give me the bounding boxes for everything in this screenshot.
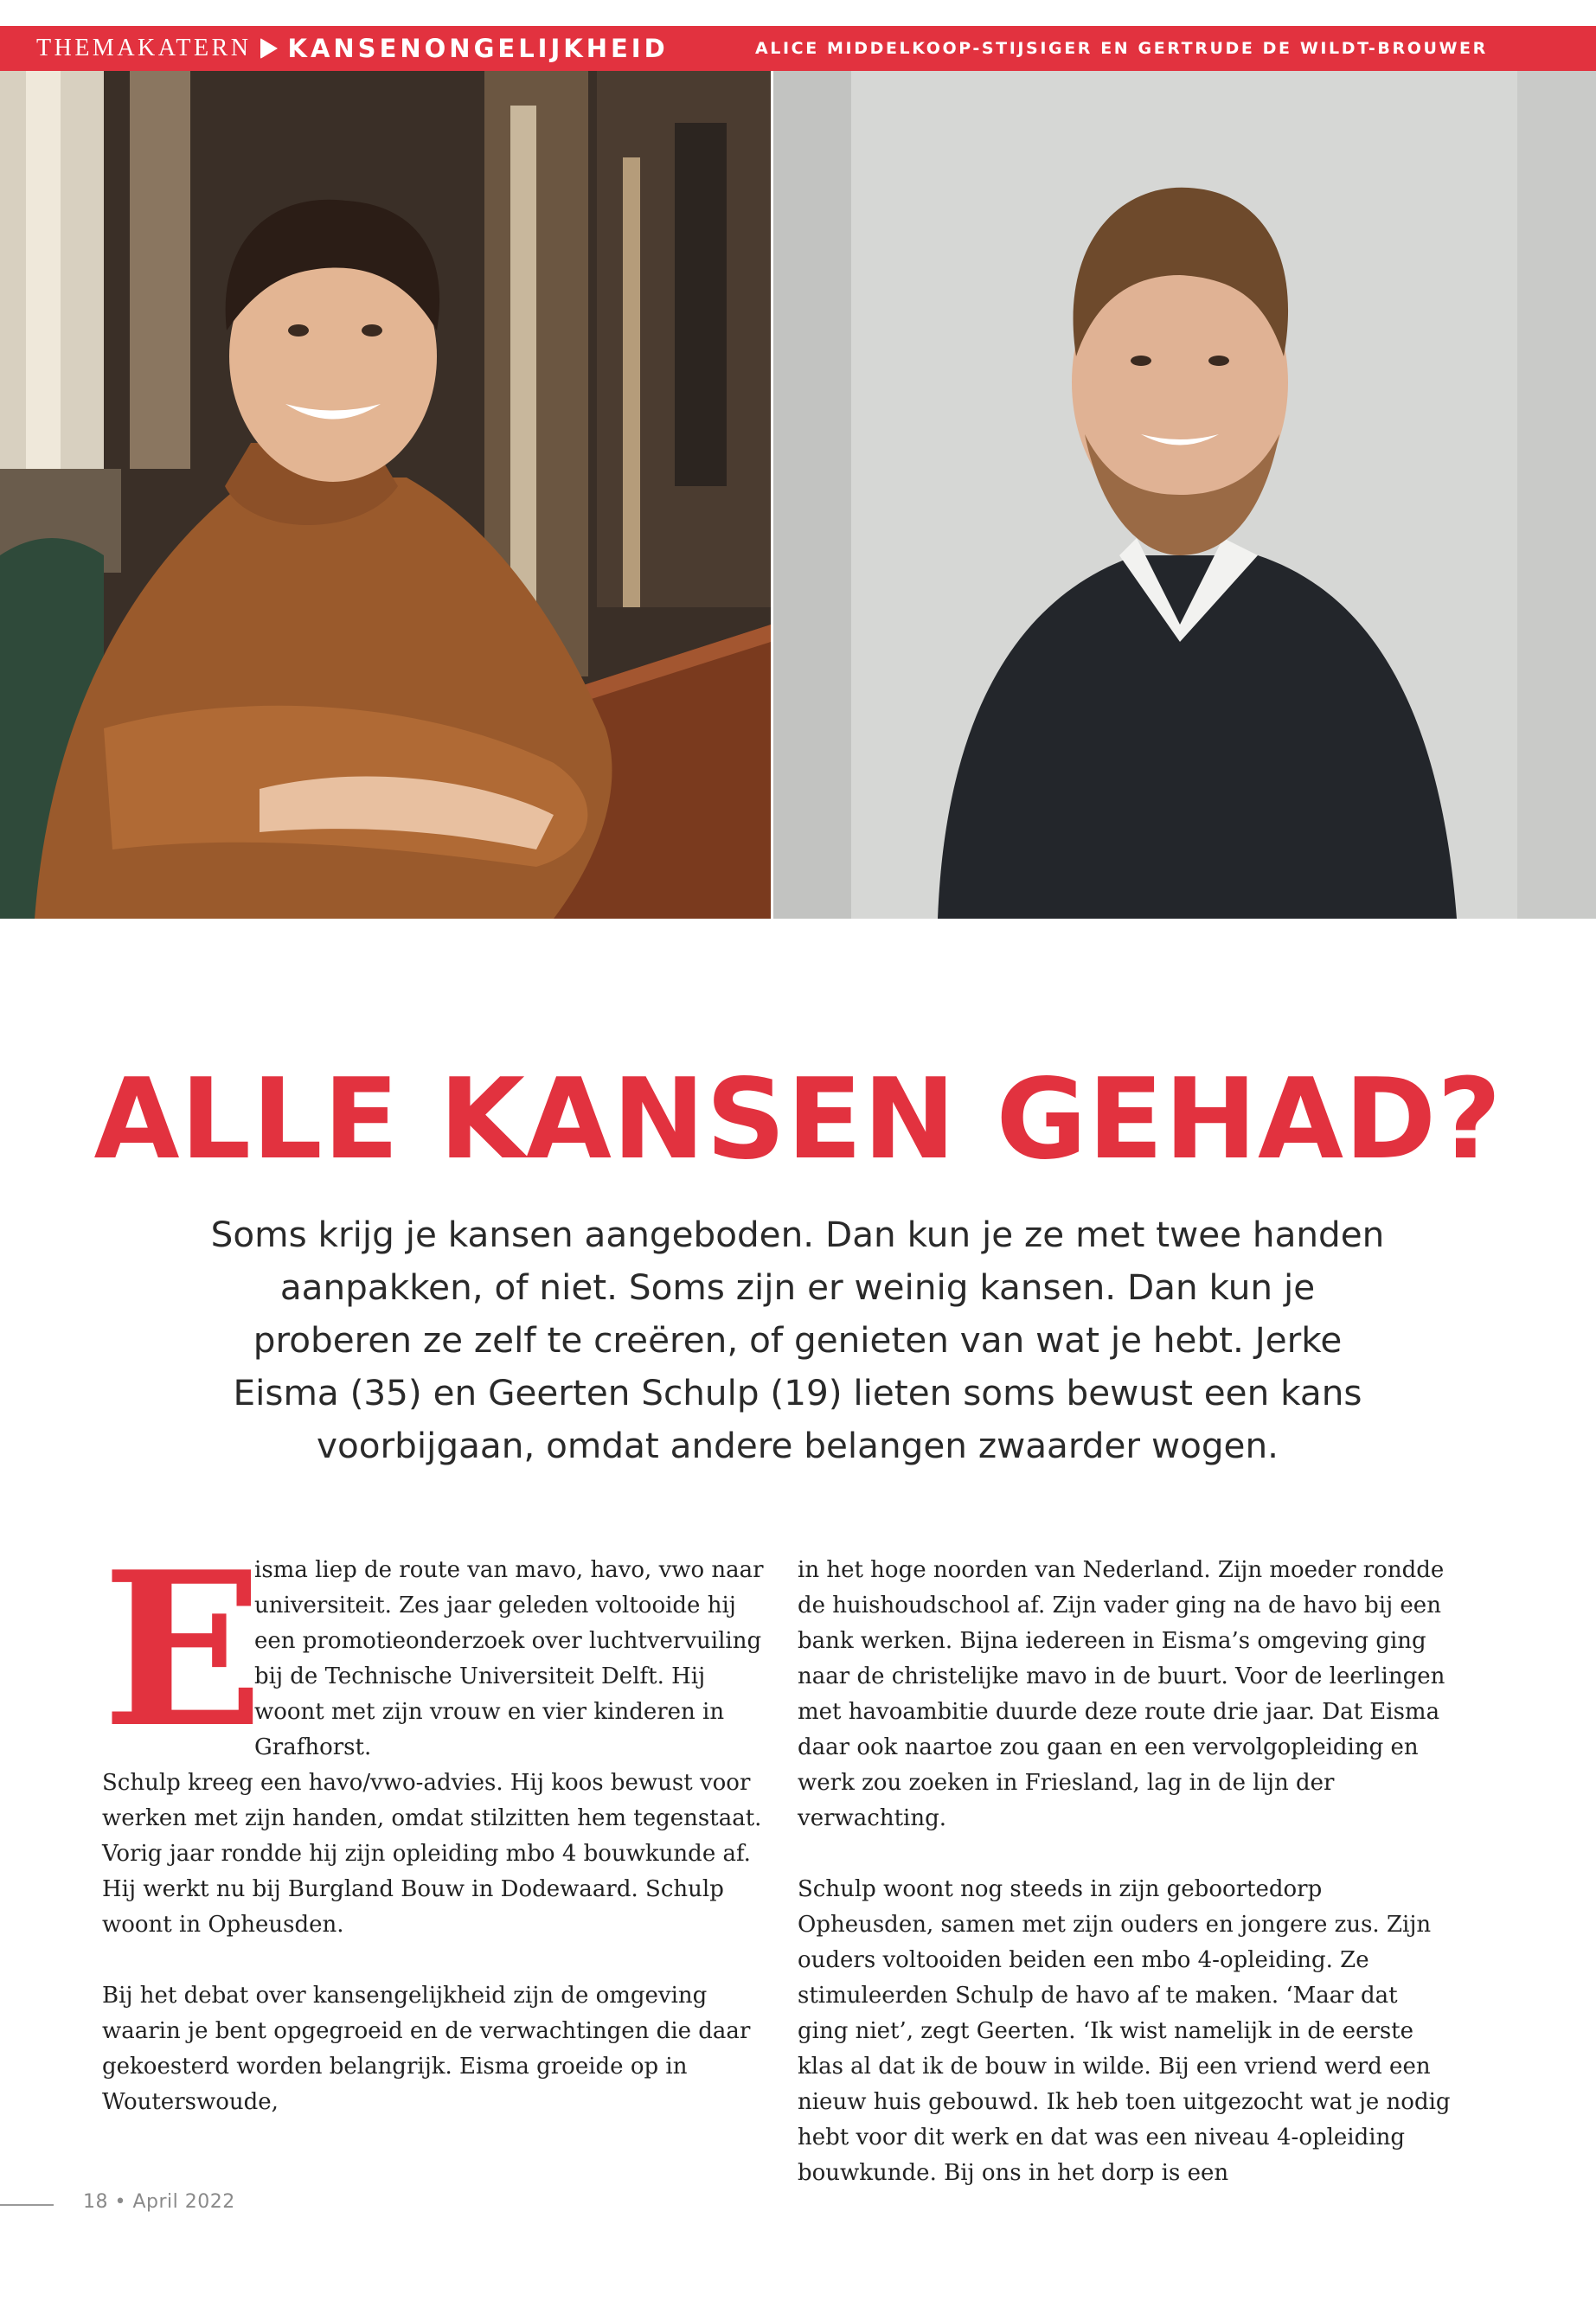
photo-jerke-eisma [773, 71, 1596, 919]
footer-rule [0, 2204, 54, 2206]
issue-date: April 2022 [132, 2191, 235, 2213]
body-paragraph: Schulp kreeg een havo/vwo-advies. Hij koos bewust voor werken met zijn handen, omdat stilzitten hem tegenstaat. Vorig jaar rondde hij zijn opleiding mbo 4 bouwkunde af. Hij werkt nu bij Burgland Bouw in Dodewaard. Schulp woont in Opheusden. [102, 1770, 762, 1938]
first-paragraph-block [102, 1525, 766, 1774]
header-band [0, 26, 1596, 71]
photo-geerten-schulp [0, 71, 771, 919]
body-paragraph: isma liep de route van mavo, havo, vwo naar universiteit. Zes jaar geleden voltooide hij een promotieonderzoek over luchtvervuiling bij de Technische Universiteit Delft. Hij woont met zijn vrouw en vier kinderen in Grafhorst. [254, 1557, 764, 1760]
section-label: THEMAKATERN [36, 35, 252, 61]
page-folio [83, 2191, 235, 2213]
section-topic: KANSENONGELIJKHEID [287, 34, 669, 63]
article-lead: Soms krijg je kansen aangeboden. Dan kun je ze met twee handen aanpakken, of niet. Soms zijn er weinig kansen. Dan kun je proberen ze zelf te creëren, of genieten van wat je hebt. Jerke Eisma (35) en Geerten Schulp (19) lieten soms bewust een kans voorbijgaan, omdat andere belangen zwaarder wogen. [210, 1214, 1385, 1466]
section-kicker [36, 26, 669, 71]
photo-right-illustration [773, 71, 1596, 919]
photo-left-illustration [0, 71, 771, 919]
drop-cap: E [102, 1525, 264, 1774]
play-triangle-icon [260, 38, 278, 59]
article-headline: ALLE KANSEN GEHAD? [93, 1055, 1503, 1184]
folio-separator: • [114, 2191, 126, 2213]
body-paragraph: Schulp woont nog steeds in zijn geboortedorp Opheusden, samen met zijn ouders en jongere zus. Zijn ouders voltooiden beiden een mbo 4-opleiding. Ze stimuleerden Schulp de havo af te maken. ‘Maar dat ging niet’, zegt Geerten. ‘Ik wist namelijk in de eerste klas al dat ik de bouw in wilde. Bij een vriend werd een nieuw huis gebouwd. Ik heb toen uitgezocht wat je nodig hebt voor dit werk en dat was een niveau 4-opleiding bouwkunde. Bij ons in het dorp is een [798, 1876, 1451, 2186]
body-paragraph: Bij het debat over kansengelijkheid zijn de omgeving waarin je bent opgegroeid en de verwachtingen die daar gekoesterd worden belangrijk. Eisma groeide op in Wouterswoude, [102, 1983, 751, 2115]
article-authors: ALICE MIDDELKOOP-STIJSIGER EN GERTRUDE DE WILDT-BROUWER [755, 39, 1488, 58]
page-number: 18 [83, 2191, 108, 2213]
body-column-left [102, 1525, 766, 2156]
body-paragraph: in het hoge noorden van Nederland. Zijn moeder rondde de huishoudschool af. Zijn vader ging na de havo bij een bank werken. Bijna iedereen in Eisma’s omgeving ging naar de christelijke mavo in de buurt. Voor de leerlingen met havoambitie duurde deze route drie jaar. Dat Eisma daar ook naartoe zou gaan en een vervolgopleiding en werk zou zoeken in Friesland, lag in de lijn der verwachting. [798, 1557, 1445, 1831]
body-column-right [798, 1553, 1455, 2227]
